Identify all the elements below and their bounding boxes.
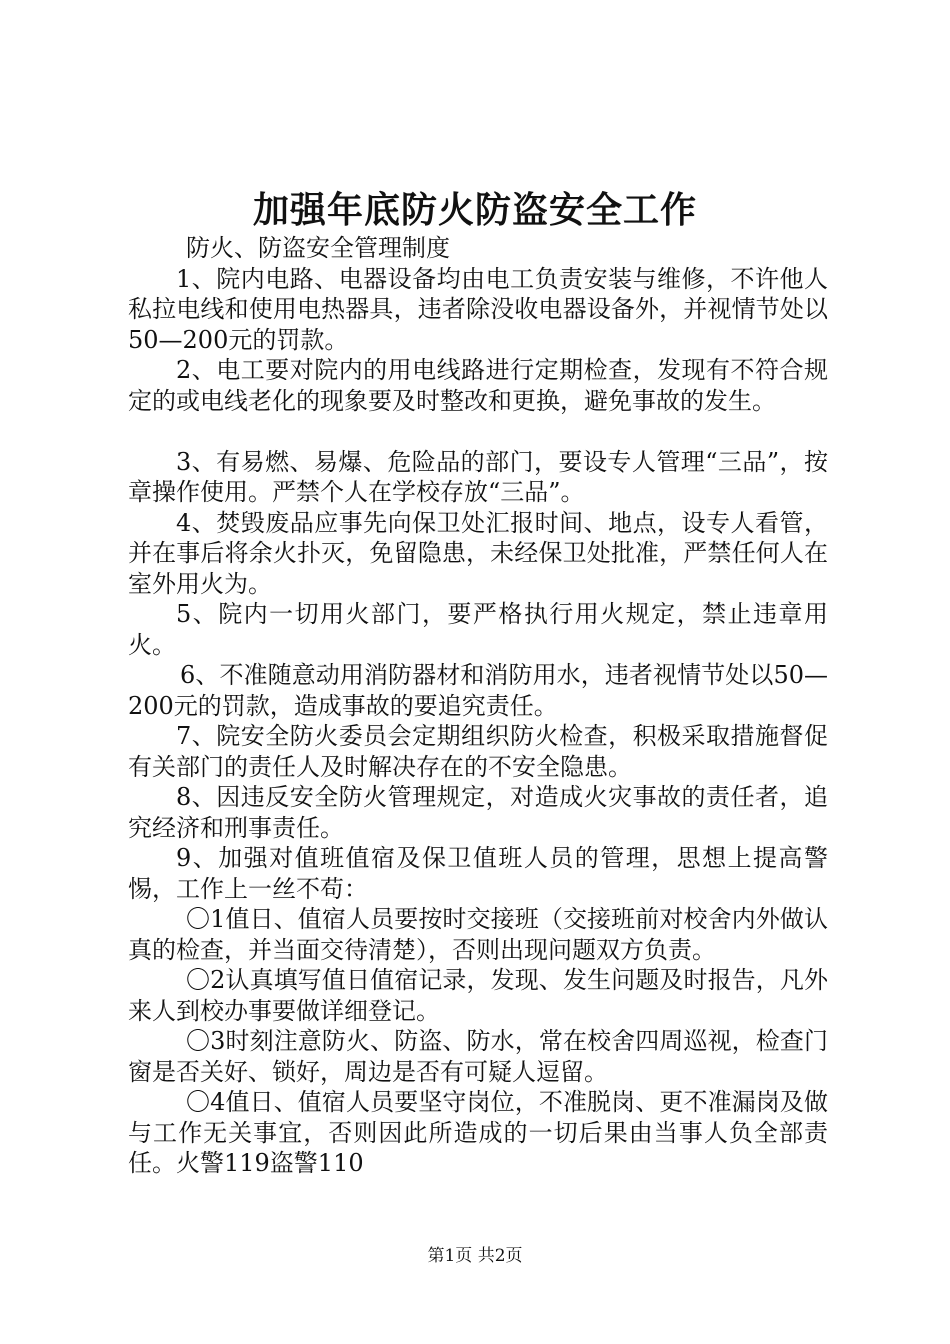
paragraph-rule-9: 9、加强对值班值宿及保卫值班人员的管理，思想上提高警惕，工作上一丝不苟： bbox=[128, 844, 828, 903]
paragraph-sub-item-3: 〇3时刻注意防火、防盗、防水，常在校舍四周巡视，检查门窗是否关好、锁好，周边是否有可疑人逗留。 bbox=[128, 1027, 828, 1086]
paragraph-rule-4: 4、焚毁废品应事先向保卫处汇报时间、地点，设专人看管，并在事后将余火扑灭，免留隐患，未经保卫处批准，严禁任何人在室外用火为。 bbox=[128, 508, 828, 598]
paragraph-sub-item-1: 〇1值日、值宿人员要按时交接班（交接班前对校舍内外做认真的检查，并当面交待清楚），否则出现问题双方负责。 bbox=[128, 905, 828, 964]
paragraph-rule-6: 6、不准随意动用消防器材和消防用水，违者视情节处以50—200元的罚款，造成事故的要追究责任。 bbox=[128, 661, 828, 720]
document-title: 加强年底防火防盗安全工作 bbox=[252, 189, 697, 231]
paragraph-heading: 防火、防盗安全管理制度 bbox=[186, 234, 450, 262]
paragraph-rule-1: 1、院内电路、电器设备均由电工负责安装与维修，不许他人私拉电线和使用电热器具，违者除没收电器设备外，并视情节处以50—200元的罚款。 bbox=[128, 264, 828, 354]
paragraph-rule-8: 8、因违反安全防火管理规定，对造成火灾事故的责任者，追究经济和刑事责任。 bbox=[128, 783, 828, 842]
paragraph-sub-item-4: 〇4值日、值宿人员要坚守岗位，不准脱岗、更不准漏岗及做与工作无关事宜，否则因此所造成的一切后果由当事人负全部责任。火警119盗警110 bbox=[128, 1088, 828, 1177]
paragraph-rule-5: 5、院内一切用火部门，要严格执行用火规定，禁止违章用火。 bbox=[128, 600, 828, 659]
paragraph-sub-item-2: 〇2认真填写值日值宿记录，发现、发生问题及时报告，凡外来人到校办事要做详细登记。 bbox=[128, 966, 828, 1025]
paragraph-rule-2: 2、电工要对院内的用电线路进行定期检查，发现有不符合规定的或电线老化的现象要及时整改和更换，避免事故的发生。 bbox=[128, 356, 828, 415]
paragraph-rule-7: 7、院安全防火委员会定期组织防火检查，积极采取措施督促有关部门的责任人及时解决存在的不安全隐患。 bbox=[128, 722, 828, 781]
paragraph-rule-3: 3、有易燃、易爆、危险品的部门，要设专人管理“三品”，按章操作使用。严禁个人在学校存放“三品”。 bbox=[128, 447, 828, 506]
page-footer: 第1页 共2页 bbox=[427, 1246, 523, 1266]
document-body bbox=[128, 233, 828, 1179]
